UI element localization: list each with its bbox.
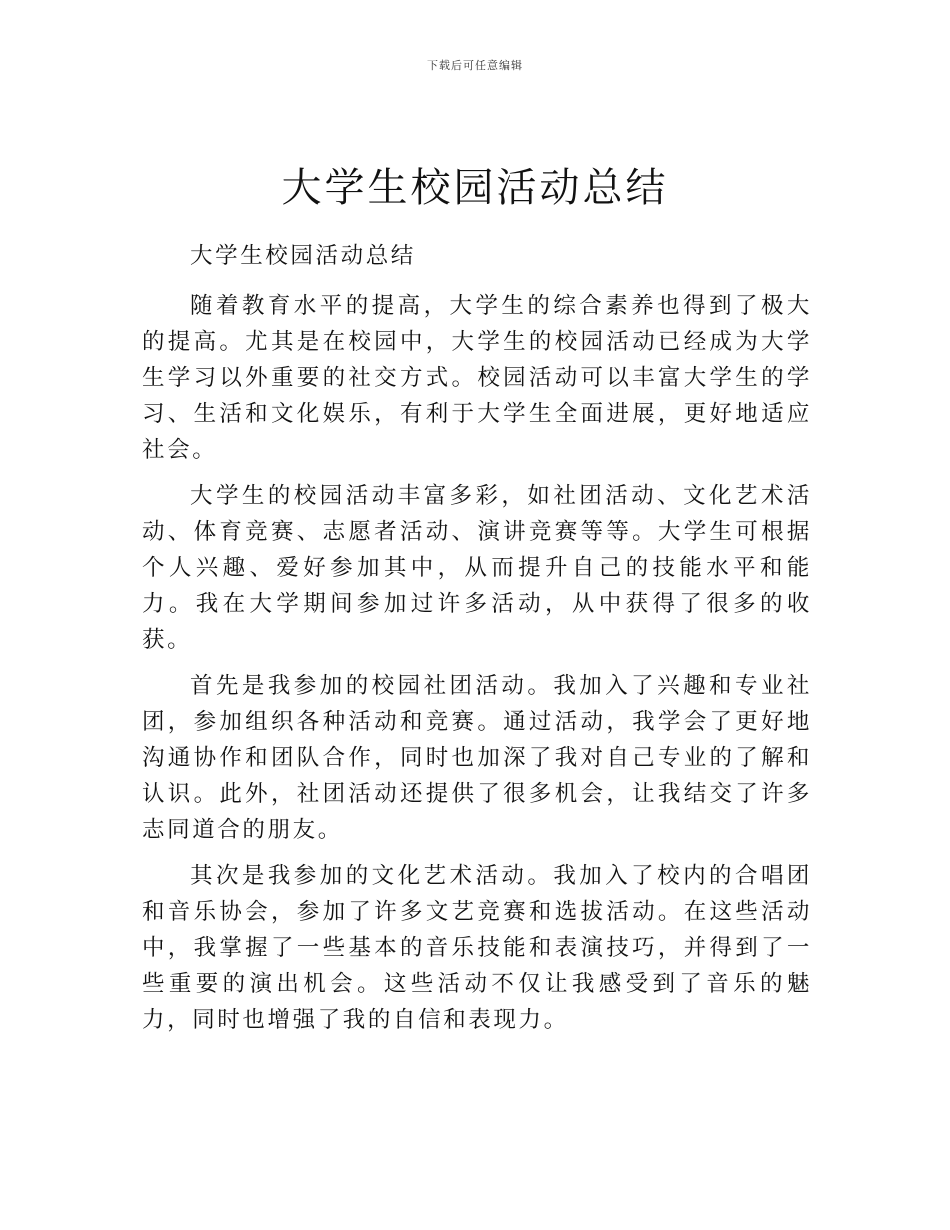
intro-paragraph: 随着教育水平的提高，大学生的综合素养也得到了极大的提高。尤其是在校园中，大学生的校园活动已经成为大学生学习以外重要的社交方式。校园活动可以丰富大学生的学习、生活和文化娱乐，有利于大学生全面进展，更好地适应社会。 [142, 293, 812, 463]
club-activities-paragraph: 首先是我参加的校园社团活动。我加入了兴趣和专业社团，参加组织各种活动和竞赛。通过活动，我学会了更好地沟通协作和团队合作，同时也加深了我对自己专业的了解和认识。此外，社团活动还提供了很多机会，让我结交了许多志同道合的朋友。 [142, 673, 812, 843]
activities-paragraph: 大学生的校园活动丰富多彩，如社团活动、文化艺术活动、体育竞赛、志愿者活动、演讲竞赛等等。大学生可根据个人兴趣、爱好参加其中，从而提升自己的技能水平和能力。我在大学期间参加过许多活动，从中获得了很多的收获。 [142, 483, 812, 653]
document-title: 大学生校园活动总结 [281, 165, 669, 211]
art-activities-paragraph: 其次是我参加的文化艺术活动。我加入了校内的合唱团和音乐协会，参加了许多文艺竞赛和选拔活动。在这些活动中，我掌握了一些基本的音乐技能和表演技巧，并得到了一些重要的演出机会。这些活动不仅让我感受到了音乐的魅力，同时也增强了我的自信和表现力。 [142, 863, 812, 1033]
header-note: 下载后可任意编辑 [427, 59, 523, 72]
subtitle-paragraph: 大学生校园活动总结 [190, 243, 416, 269]
document-body [142, 238, 812, 1048]
